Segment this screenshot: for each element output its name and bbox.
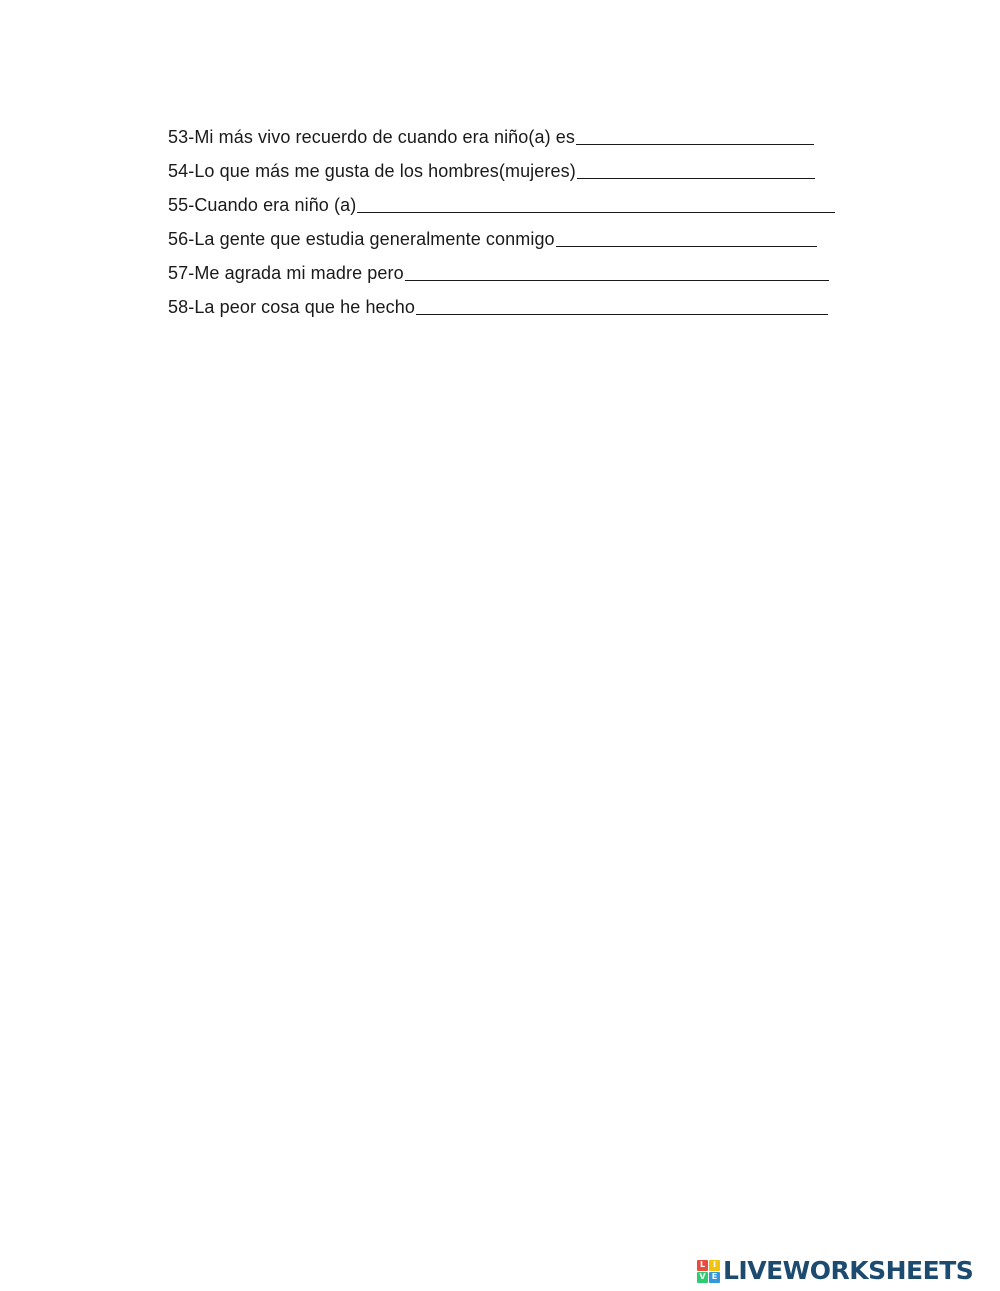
answer-line[interactable] [577,178,815,179]
question-text: 54-Lo que más me gusta de los hombres(mujeres) [168,161,576,181]
question-58 [168,284,858,318]
question-text: 56-La gente que estudia generalmente conmigo [168,229,555,249]
question-56 [168,216,858,250]
question-text: 53-Mi más vivo recuerdo de cuando era niño(a) es [168,127,576,147]
brand-name: LIVEWORKSHEETS [723,1256,974,1285]
answer-line[interactable] [556,246,817,247]
question-text: 57-Me agrada mi madre pero [168,263,404,283]
answer-line[interactable] [357,212,835,213]
question-text: 55-Cuando era niño (a) [168,195,357,215]
logo-letter-l: L [697,1260,708,1271]
question-57 [168,250,858,284]
question-55 [168,182,858,216]
answer-line[interactable] [416,314,828,315]
answer-line[interactable] [576,144,814,145]
question-text: 58-La peor cosa que he hecho [168,297,415,317]
logo-letter-i: I [709,1260,720,1271]
logo-letter-e: E [709,1272,720,1283]
worksheet [168,114,858,318]
logo-mark-icon [697,1260,720,1283]
question-53 [168,114,858,148]
question-54 [168,148,858,182]
answer-line[interactable] [405,280,829,281]
liveworksheets-logo[interactable] [697,1257,973,1285]
logo-letter-v: V [697,1272,708,1283]
